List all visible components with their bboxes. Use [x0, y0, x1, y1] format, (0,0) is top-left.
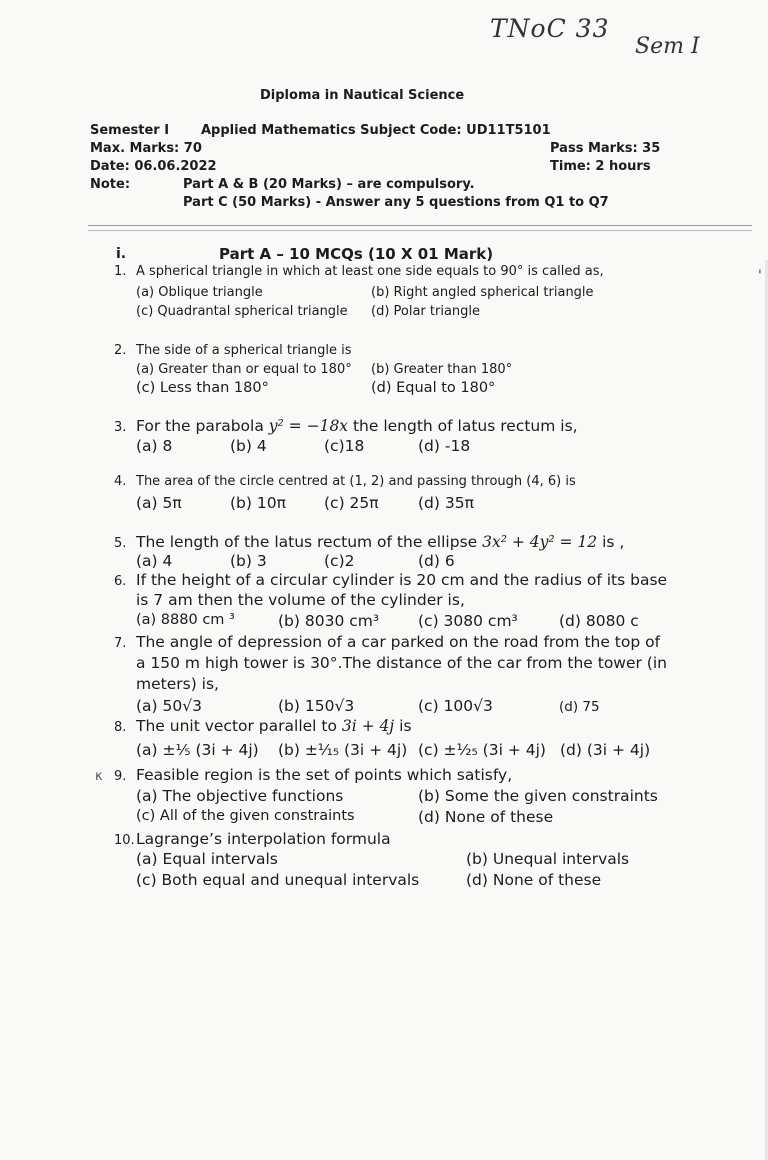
option-a: (a) 8880 cm ³	[136, 612, 235, 628]
option-b: (b) Unequal intervals	[466, 850, 630, 868]
part-a-title: Part A – 10 MCQs (10 X 01 Mark)	[219, 245, 494, 263]
option-c: (c)2	[324, 552, 355, 570]
margin-tick: '	[758, 268, 762, 284]
option-a: (a) 4	[136, 552, 173, 570]
option-a: (a) 5π	[136, 494, 182, 512]
question-text: The unit vector parallel to 3i + 4j is	[136, 717, 412, 735]
option-c: (c) All of the given constraints	[136, 808, 355, 824]
option-c: (c)18	[324, 437, 365, 455]
question-number: 2.	[114, 343, 127, 358]
option-c: (c) Less than 180°	[136, 380, 269, 396]
pass-marks: Pass Marks: 35	[550, 141, 661, 156]
option-b: (b) 4	[230, 437, 267, 455]
option-a: (a) 8	[136, 437, 173, 455]
header-divider-2	[88, 230, 752, 231]
option-d: (d) 6	[418, 552, 455, 570]
option-d: (d) -18	[418, 437, 471, 455]
question-text-line-1: If the height of a circular cylinder is 20 cm and the radius of its base	[136, 571, 668, 589]
question-text-line-2: is 7 am then the volume of the cylinder is,	[136, 591, 465, 609]
note-line-2: Part C (50 Marks) - Answer any 5 questions from Q1 to Q7	[183, 195, 609, 210]
option-a: (a) Oblique triangle	[136, 285, 263, 300]
question-text: The side of a spherical triangle is	[136, 343, 352, 358]
option-d: (d) 75	[559, 699, 600, 715]
question-number: 5.	[114, 536, 127, 551]
header-divider	[88, 225, 752, 226]
option-b: (b) 150√3	[278, 697, 355, 715]
question-number: 8.	[114, 720, 127, 735]
question-text: A spherical triangle in which at least one side equals to 90° is called as,	[136, 264, 604, 279]
option-a: (a) Equal intervals	[136, 850, 278, 868]
option-d: (d) Equal to 180°	[371, 380, 496, 396]
note-line-1: Part A & B (20 Marks) – are compulsory.	[183, 177, 475, 192]
question-text: The length of the latus rectum of the ellipse 3x² + 4y² = 12 is ,	[136, 533, 625, 551]
paper-title: Diploma in Nautical Science	[260, 88, 465, 103]
option-d: (d) 35π	[418, 494, 474, 512]
exam-time: Time: 2 hours	[550, 159, 651, 174]
question-text-line-2: a 150 m high tower is 30°.The distance of the car from the tower (in	[136, 654, 667, 672]
subject-label: Applied Mathematics Subject Code: UD11T5101	[201, 123, 551, 138]
question-text: For the parabola y² = −18x the length of latus rectum is,	[136, 417, 578, 435]
question-text: Feasible region is the set of points which satisfy,	[136, 766, 513, 784]
option-d: (d) 8080 c	[559, 612, 639, 630]
option-b: (b) Right angled spherical triangle	[371, 285, 594, 300]
option-a: (a) Greater than or equal to 180°	[136, 362, 352, 377]
option-c: (c) 25π	[324, 494, 379, 512]
option-b: (b) 10π	[230, 494, 286, 512]
option-d: (d) (3i + 4j)	[560, 741, 651, 759]
semester-label: Semester I	[90, 123, 170, 138]
option-b: (b) Some the given constraints	[418, 787, 658, 805]
option-b: (b) ±¹⁄₁₅ (3i + 4j)	[278, 741, 408, 759]
vector-expression: 3i + 4j	[341, 717, 395, 735]
option-a: (a) 50√3	[136, 697, 202, 715]
note-label: Note:	[90, 177, 131, 192]
option-c: (c) Quadrantal spherical triangle	[136, 304, 348, 319]
exam-date: Date: 06.06.2022	[90, 159, 217, 174]
equation: y² = −18x	[268, 417, 349, 435]
question-text-line-1: The angle of depression of a car parked on the road from the top of	[136, 633, 661, 651]
margin-mark: κ	[95, 769, 103, 784]
question-text: Lagrange’s interpolation formula	[136, 830, 391, 848]
question-number: 6.	[114, 574, 127, 589]
question-number: 9.	[114, 769, 127, 784]
handwritten-code: TNoC 33	[490, 14, 610, 43]
question-number: 7.	[114, 636, 127, 651]
option-c: (c) 3080 cm³	[418, 612, 518, 630]
handwritten-semester: Sem I	[635, 34, 700, 59]
question-number: 3.	[114, 420, 127, 435]
part-a-roman: i.	[116, 246, 127, 262]
option-d: (d) None of these	[418, 808, 554, 826]
option-c: (c) Both equal and unequal intervals	[136, 871, 420, 889]
max-marks: Max. Marks: 70	[90, 141, 202, 156]
option-d: (d) None of these	[466, 871, 602, 889]
option-a: (a) ±⅕ (3i + 4j)	[136, 741, 259, 759]
option-b: (b) Greater than 180°	[371, 362, 513, 377]
question-number: 4.	[114, 474, 127, 489]
option-d: (d) Polar triangle	[371, 304, 481, 319]
option-b: (b) 8030 cm³	[278, 612, 380, 630]
option-c: (c) 100√3	[418, 697, 493, 715]
equation: 3x² + 4y² = 12	[482, 533, 598, 551]
question-number: 10.	[114, 833, 135, 848]
option-c: (c) ±¹⁄₂₅ (3i + 4j)	[418, 741, 546, 759]
option-b: (b) 3	[230, 552, 267, 570]
option-a: (a) The objective functions	[136, 787, 344, 805]
question-number: 1.	[114, 264, 127, 279]
question-text: The area of the circle centred at (1, 2) and passing through (4, 6) is	[136, 474, 576, 489]
question-text-line-3: meters) is,	[136, 675, 219, 693]
